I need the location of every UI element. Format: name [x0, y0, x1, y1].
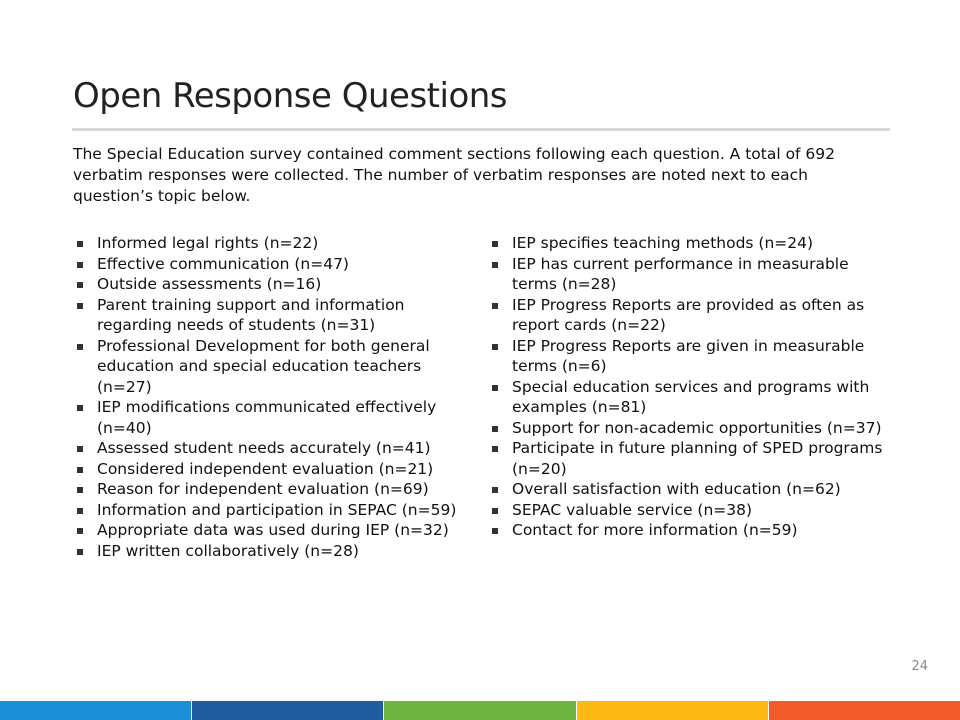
square-bullet-icon: [492, 241, 498, 247]
list-item: [490, 336, 890, 377]
list-item-text: SEPAC valuable service (n=38): [512, 500, 753, 519]
list-item: [490, 295, 890, 336]
square-bullet-icon: [492, 446, 498, 452]
slide-title: Open Response Questions: [73, 76, 508, 116]
list-item: [75, 438, 470, 459]
list-item: [75, 459, 470, 480]
list-item: [490, 520, 890, 541]
square-bullet-icon: [492, 528, 498, 534]
list-item-text: Outside assessments (n=16): [97, 275, 322, 293]
square-bullet-icon: [77, 487, 83, 493]
list-item-text: Participate in future planning of SPED programs (n=20): [512, 439, 883, 478]
square-bullet-icon: [77, 262, 83, 268]
list-item: [75, 336, 470, 398]
list-item-text: IEP specifies teaching methods (n=24): [512, 234, 814, 252]
square-bullet-icon: [77, 508, 83, 514]
footer-segment-blue: [0, 701, 192, 720]
list-item: [490, 500, 890, 521]
list-item: [490, 479, 890, 500]
square-bullet-icon: [492, 426, 498, 432]
footer-segment-navy: [192, 701, 384, 720]
list-item-text: Contact for more information (n=59): [512, 521, 798, 539]
list-item: [75, 295, 470, 336]
page-number: 24: [911, 659, 928, 674]
list-item: [75, 479, 470, 500]
list-item: [490, 418, 890, 439]
list-item-text: IEP written collaboratively (n=28): [97, 541, 359, 560]
title-divider: [72, 128, 890, 131]
list-item-text: Special education services and programs with examples (n=81): [512, 377, 870, 416]
list-item: [75, 541, 470, 562]
list-item-text: Parent training support and information regarding needs of students (n=31): [97, 295, 405, 334]
list-item: [490, 233, 890, 254]
square-bullet-icon: [492, 344, 498, 350]
list-item-text: Overall satisfaction with education (n=62): [512, 480, 841, 498]
list-item-text: IEP Progress Reports are provided as often as report cards (n=22): [512, 295, 865, 334]
square-bullet-icon: [492, 508, 498, 514]
list-item-text: IEP has current performance in measurable terms (n=28): [512, 254, 849, 293]
square-bullet-icon: [492, 303, 498, 309]
list-item: [75, 254, 470, 275]
square-bullet-icon: [492, 262, 498, 268]
list-item: [490, 438, 890, 479]
square-bullet-icon: [77, 405, 83, 411]
footer-segment-orange: [769, 701, 960, 720]
list-item-text: Support for non-academic opportunities (n=37): [512, 418, 882, 437]
square-bullet-icon: [77, 344, 83, 350]
list-item: [75, 233, 470, 254]
square-bullet-icon: [77, 467, 83, 473]
list-item-text: Reason for independent evaluation (n=69): [97, 480, 429, 498]
list-item: [75, 500, 470, 521]
list-item-text: Professional Development for both general education and special education teachers (n=27): [97, 336, 430, 396]
list-item-text: Informed legal rights (n=22): [97, 234, 319, 252]
list-item: [490, 377, 890, 418]
list-item-text: Effective communication (n=47): [97, 254, 349, 273]
list-item-text: Considered independent evaluation (n=21): [97, 459, 434, 478]
right-topic-list: [490, 233, 890, 541]
list-item: [75, 274, 470, 295]
square-bullet-icon: [77, 303, 83, 309]
square-bullet-icon: [77, 446, 83, 452]
list-item-text: Appropriate data was used during IEP (n=32): [97, 521, 449, 539]
left-topic-list: [75, 233, 470, 561]
list-item-text: Assessed student needs accurately (n=41): [97, 439, 431, 457]
footer-segment-yellow: [577, 701, 769, 720]
square-bullet-icon: [77, 549, 83, 555]
intro-paragraph: The Special Education survey contained comment sections following each question. A total of 692 verbatim responses were collected. The number of verbatim responses are noted next to each question’s topic below.: [73, 145, 836, 205]
list-item: [490, 254, 890, 295]
square-bullet-icon: [77, 241, 83, 247]
list-item-text: Information and participation in SEPAC (n=59): [97, 500, 457, 519]
list-item: [75, 520, 470, 541]
square-bullet-icon: [492, 385, 498, 391]
list-item-text: IEP modifications communicated effectively (n=40): [97, 398, 437, 437]
footer-segment-green: [384, 701, 576, 720]
square-bullet-icon: [492, 487, 498, 493]
list-item: [75, 397, 470, 438]
square-bullet-icon: [77, 528, 83, 534]
square-bullet-icon: [77, 282, 83, 288]
footer-color-bar: [0, 701, 960, 720]
list-item-text: IEP Progress Reports are given in measurable terms (n=6): [512, 336, 865, 375]
